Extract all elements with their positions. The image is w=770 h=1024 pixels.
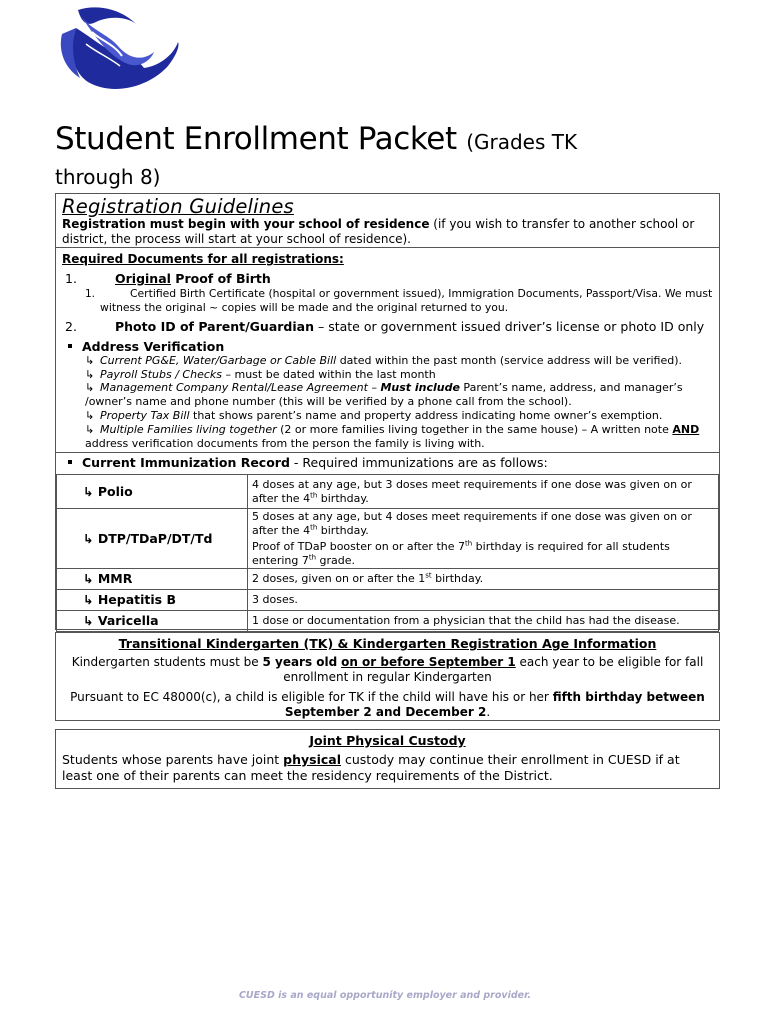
address-item-em: Payroll Stubs / Checks — [100, 368, 222, 381]
registration-heading: Registration Guidelines — [62, 195, 294, 218]
page-title — [55, 122, 695, 159]
requirement-text — [252, 510, 714, 537]
tk-bold: 5 years old — [262, 655, 338, 669]
address-item-rest2: address verification documents from the person the family is living with. — [85, 436, 485, 450]
immunization-heading — [68, 455, 548, 470]
address-verification-heading — [68, 339, 224, 354]
title-grades: (Grades TK — [466, 130, 578, 154]
vaccine-name-text: Polio — [97, 483, 133, 499]
arrow-icon: ↳ — [83, 613, 98, 629]
requirement-text: 1 dose or documentation from a physician that the child has had the disease. — [252, 614, 680, 628]
birth-documents-text: Certified Birth Certificate (hospital or government issued), Immigration Documents, Passport/Visa. We must witness the original ~ copies will be made and the original returned to you. — [100, 287, 713, 314]
address-item — [85, 368, 721, 382]
req-text-mid: birthday is required for all students entering 7 — [252, 540, 670, 567]
sub-item-number: 1. — [85, 288, 96, 300]
req-sup: st — [425, 571, 432, 580]
vaccine-name — [57, 569, 248, 590]
arrow-icon: ↳ — [85, 423, 95, 436]
vaccine-name-text: MMR — [97, 571, 133, 587]
arrow-icon: ↳ — [85, 409, 95, 422]
arrow-icon: ↳ — [85, 381, 95, 394]
arrow-icon: ↳ — [83, 592, 98, 608]
joint-custody-box — [55, 729, 720, 789]
requirement-text — [252, 478, 714, 505]
immunization-heading-text: Current Immunization Record — [82, 455, 290, 470]
table-row — [57, 590, 719, 611]
vaccine-name — [57, 611, 248, 632]
divider — [56, 452, 719, 453]
req-text: 4 doses at any age, but 3 doses meet requirements if one dose was given on or after the 4 — [252, 478, 692, 505]
requirement-text — [252, 572, 714, 586]
vaccine-name — [57, 475, 248, 509]
address-item-rest: – must be dated within the last month — [222, 368, 436, 381]
vaccine-requirement — [248, 475, 719, 509]
address-item — [85, 381, 721, 408]
vaccine-requirement — [248, 611, 719, 632]
address-item — [85, 409, 721, 423]
address-item-rest: dated within the past month (service address will be verified). — [336, 354, 682, 367]
requirement-text — [252, 540, 714, 567]
address-item-rest: that shows parent’s name and property address indicating home owner’s exemption. — [189, 409, 663, 422]
vaccine-name-text: DTP/TDaP/DT/Td — [97, 530, 213, 546]
tk-heading: Transitional Kindergarten (TK) & Kindergarten Registration Age Information — [118, 636, 657, 651]
custody-text — [56, 752, 719, 784]
tk-text: Pursuant to EC 48000(c), a child is eligible for TK if the child will have his or her — [70, 690, 553, 704]
required-documents-title: Required Documents for all registrations: — [62, 252, 344, 266]
vaccine-requirement — [248, 509, 719, 569]
req-text-end: birthday. — [317, 491, 369, 505]
req-text-end: birthday. — [317, 523, 369, 537]
address-item-bold: Must include — [380, 381, 460, 394]
address-item — [85, 423, 721, 450]
footer-text: CUESD is an equal opportunity employer and provider. — [238, 990, 532, 1001]
req-sup: th — [465, 539, 473, 548]
vaccine-requirement — [248, 590, 719, 611]
arrow-icon: ↳ — [83, 483, 98, 499]
table-row — [57, 509, 719, 569]
vaccine-name-text: Hepatitis B — [97, 592, 176, 608]
required-item-photo-id — [65, 319, 704, 334]
intro-bold: Registration must begin with your school of residence — [62, 217, 430, 231]
address-item-rest: Parent’s name, address, and manager’s /owner’s name and phone number (this will be verified by a phone call from the school). — [85, 381, 683, 408]
item-label: Photo ID of Parent/Guardian — [115, 319, 314, 334]
table-row — [57, 569, 719, 590]
req-sup: th — [310, 490, 318, 499]
wave-logo-icon — [56, 4, 182, 92]
vaccine-requirement — [248, 569, 719, 590]
arrow-icon: ↳ — [83, 571, 98, 587]
divider — [56, 247, 719, 248]
req-sup: th — [308, 552, 317, 561]
address-item-bold: AND — [672, 423, 700, 436]
address-item-em: Property Tax Bill — [100, 409, 190, 422]
requirement-text: 3 doses. — [252, 593, 298, 607]
vaccine-name-text: Varicella — [97, 613, 159, 629]
table-row — [57, 475, 719, 509]
req-text: 2 doses, given on or after the 1 — [252, 572, 426, 586]
item-label-underlined: Original — [115, 271, 171, 286]
custody-text-a: Students whose parents have joint — [62, 752, 284, 767]
tk-text: each year to be eligible for fall enrollment in regular Kindergarten — [283, 655, 704, 684]
bullet-square-icon — [68, 344, 72, 348]
req-sup: th — [310, 522, 318, 531]
tk-line-2 — [56, 690, 719, 720]
custody-text-bold: physical — [283, 752, 342, 767]
address-item-em: Current PG&E, Water/Garbage or Cable Bill — [100, 354, 337, 367]
item-number: 1. — [65, 271, 77, 286]
vaccine-name — [57, 509, 248, 569]
address-heading-text: Address Verification — [82, 339, 225, 354]
custody-heading: Joint Physical Custody — [309, 733, 466, 748]
tk-kindergarten-box — [55, 632, 720, 721]
req-text: 5 doses at any age, but 4 doses meet requirements if one dose was given on or after the 4 — [252, 510, 692, 537]
tk-bold-underlined: on or before September 1 — [341, 655, 516, 669]
req-text-end: birthday. — [431, 572, 484, 586]
table-row — [57, 611, 719, 632]
tk-text: . — [486, 705, 491, 719]
bullet-square-icon — [68, 460, 72, 464]
tk-text: Kindergarten students must be — [71, 655, 263, 669]
intro-rest: (if you wish to transfer to another school or district, the process will start at your school of residence). — [62, 217, 695, 246]
item-number: 2. — [65, 319, 77, 334]
arrow-icon: ↳ — [83, 530, 98, 546]
required-item-proof-of-birth — [65, 271, 271, 286]
vaccine-name — [57, 590, 248, 611]
immunization-table — [56, 474, 719, 632]
tk-line-1 — [56, 655, 719, 685]
arrow-icon: ↳ — [85, 368, 95, 381]
immunization-heading-rest: - Required immunizations are as follows: — [289, 455, 548, 470]
req-text: Proof of TDaP booster on or after the 7 — [252, 540, 465, 553]
registration-guidelines-box — [55, 193, 720, 630]
address-item-rest: (2 or more families living together in the same house) – A written note — [276, 423, 673, 436]
page-title-line2: through 8) — [55, 165, 161, 189]
arrow-icon: ↳ — [85, 354, 95, 367]
address-item-em: Multiple Families living together — [100, 423, 277, 436]
address-item — [85, 354, 721, 368]
registration-intro — [62, 217, 717, 247]
title-main: Student Enrollment Packet — [55, 121, 457, 157]
tk-bold: fifth birthday between September 2 and December 2 — [284, 690, 705, 719]
item-label: Proof of Birth — [170, 271, 271, 286]
item-rest: – state or government issued driver’s license or photo ID only — [314, 319, 705, 334]
req-text-end: grade. — [316, 553, 356, 567]
address-item-em: Management Company Rental/Lease Agreement – — [100, 381, 381, 394]
custody-text-c: custody may continue their enrollment in CUESD if at least one of their parents can meet the residency requirements of the District. — [62, 752, 680, 783]
